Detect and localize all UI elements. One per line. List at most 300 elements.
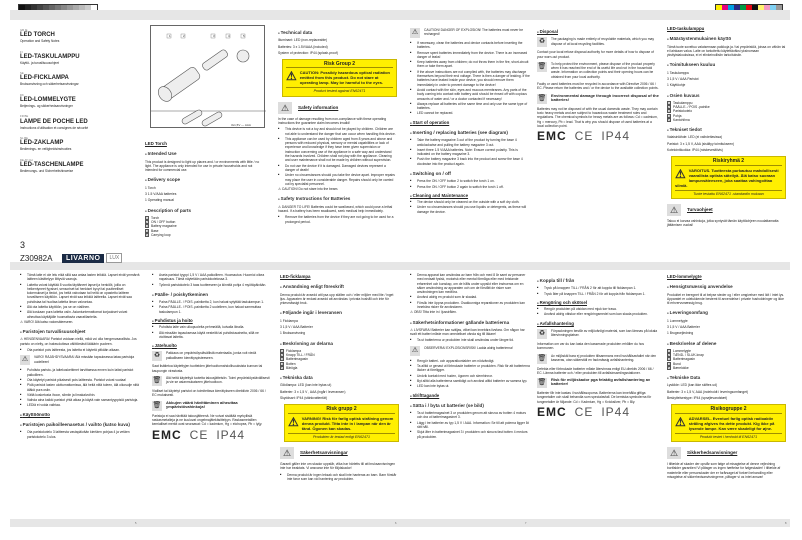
safety-heading bbox=[667, 447, 787, 459]
section-heading: ● Cleaning and Maintenance bbox=[410, 194, 530, 198]
bullet-item: ■ Byt alltid alla batterierna samtidigt och använd alltid batterier av samma typ. bbox=[410, 379, 530, 383]
page-number: 5 bbox=[135, 522, 137, 525]
page-marker: 3 bbox=[20, 240, 26, 250]
paragraph: 1 Lommelygte bbox=[667, 318, 688, 323]
bullet-item: ■ Paina PÄÄLLE- / POIS -painiketta 2 uudelleen, kun haluat sammuttaa taskulampun 1. bbox=[152, 305, 270, 314]
part-number: 4 bbox=[281, 362, 283, 366]
language-code: DE AT CH bbox=[20, 157, 33, 162]
risk-title: Risk Group 2 bbox=[286, 62, 393, 68]
section-page-title: LED Torch bbox=[145, 141, 167, 146]
risk-warning-text: ⚠ VAROITUS. Tuotteesta purkautuu mahdollisesti vaarallista optista säteilyä. Älä katso suoraan lampunsäteeseen, joka saattaa vahingoittaa silmiä. bbox=[675, 166, 782, 190]
paragraph: In the case of damage resulting from non-compliance with these operating instructions the guarantee claim becomes invalid! bbox=[278, 116, 387, 125]
bullet-item: ■ Press the ON / OFF button 2 to switch the torch 1 on. bbox=[410, 179, 530, 183]
section-page-title: LED-lommelygte bbox=[667, 274, 702, 279]
paragraph: Lyskilde: LED (kan ikke skiftes ud) bbox=[667, 383, 718, 388]
text-column-c-se1 bbox=[280, 273, 398, 482]
section-heading: ● Description of parts bbox=[145, 208, 265, 214]
paragraph: 1 Bruksanvisning bbox=[280, 331, 306, 336]
part-name: ON / OFF button bbox=[151, 220, 176, 225]
part-number: 5 bbox=[668, 118, 670, 122]
bullet-item: ■ Denna apparat kan användas av barn från och med 8 år samt av personer med nedsatt fysisk, motorisk eller mental förmåga eller med bristande erfarenhet och kunskap, om de hålls under uppsikt eller instrueras om en säker användning av apparaten och om de förstått de risker som användningen kan medföra. bbox=[410, 273, 530, 294]
part-number: 1 bbox=[668, 349, 670, 353]
paragraph: System of protection: IP44 (splash-proof) bbox=[278, 50, 338, 55]
text-column-c-se3 bbox=[537, 273, 659, 420]
part-name: Paristokotelo bbox=[673, 109, 693, 114]
figure-part-label: 2 bbox=[183, 34, 185, 38]
part-name: Taskulamppu bbox=[673, 100, 693, 105]
paragraph: ⚠ DANGER TO LIFE! Batteries could be swallowed, which could pose a lethal hazard. If a battery has been swallowed, seek medical help immediately. bbox=[278, 204, 393, 213]
product-title: LED TORCH bbox=[20, 32, 55, 39]
part-list-item bbox=[145, 233, 265, 237]
certification-marks bbox=[537, 129, 659, 144]
section-heading: ● Technical data bbox=[278, 30, 396, 36]
part-name: Batterimagasin bbox=[286, 357, 308, 362]
figure-part-label: 1 bbox=[169, 34, 171, 38]
section-heading: ● Avfallshantering bbox=[537, 322, 659, 326]
part-name: PÄÄLLE- / POIS -painike bbox=[673, 105, 710, 110]
part-number: 1 bbox=[668, 101, 670, 105]
section-heading: ● Rengöring och skötsel bbox=[537, 301, 659, 305]
section-heading: ● Leveringsomfang bbox=[667, 310, 787, 316]
ip44-mark: IP44 bbox=[216, 427, 246, 442]
paragraph: Skyddsart: IP44 (stänkvattentät) bbox=[280, 396, 327, 401]
ce-mark: CE bbox=[574, 129, 594, 144]
logo-wordmark: LIVARNO bbox=[62, 254, 104, 263]
paragraph: Illuminant: LED (non-replaceable) bbox=[278, 38, 328, 43]
livarno-lux-logo bbox=[62, 253, 122, 263]
section-heading: ● Inserting / replacing batteries (see diagram) bbox=[410, 130, 530, 136]
text-column-c-fi1 bbox=[667, 25, 787, 230]
language-code: NL BE bbox=[20, 135, 28, 140]
icon-note bbox=[537, 354, 659, 364]
part-name: Botten bbox=[286, 361, 296, 366]
risk-title: Risikogruppe 2 bbox=[675, 407, 782, 413]
risk-title: Risk grupp 2 bbox=[288, 407, 395, 413]
page-number: 7 bbox=[525, 522, 527, 525]
text-column-c-gb1 bbox=[145, 140, 265, 237]
bullet-item: ■ Laitetta voivat käyttää 8 vuotta täyttäneet lapset ja henkilöt, joilla on heikentyneet fyysiset, sensoriset tai henkiset kyvyt tai puutteelliset kokemukset ja tiedot, jos heitä valvotaan tai heitä on opastettu laitteen turvalliseen käyttöön. Lapset eivät saa leikkiä laitteella. Lapset eivät saa puhdistaa tai huoltaa laitetta ilman valvontaa. bbox=[20, 283, 140, 304]
bullet-item: ■ If necessary, clean the batteries and device contacts before inserting the batteries. bbox=[410, 41, 530, 50]
bullet-item: ■ Paina PÄÄLLE- / POIS -painiketta 2, kun haluat sytyttää taskulampun 1. bbox=[152, 300, 270, 304]
part-name: Carrying loop bbox=[151, 232, 171, 237]
figure-part-label: 5 bbox=[243, 34, 245, 38]
part-name: Bärögla bbox=[286, 365, 298, 370]
icon-note bbox=[152, 401, 270, 411]
paragraph: Takuu ei korvaa vahinkoja, jotka syntyvät tämän käyttöohjeen noudattamatta jättämisen vuoksi! bbox=[667, 218, 779, 228]
risk-warning-text: ⚠ VARNING! Risk för farlig optisk strålning genom denna produkt. Titta inte in i lampan när den är tänd. Ögonen kan skadas. bbox=[288, 414, 395, 433]
paragraph: Garanti gäller inte om skador uppstår, vilka har härletts till att bruksanvisningen inte har beaktats. Vi ansvarar inte för följdskador! bbox=[280, 461, 396, 471]
explosion-warning-icon: ⚠ bbox=[411, 346, 419, 354]
text-column-c-gb4 bbox=[537, 25, 659, 144]
section-heading: ● Sätta i / byta ut batterier (se bild) bbox=[410, 403, 530, 409]
risk-test-note: Produkten är testad enligt EN62471 bbox=[288, 433, 395, 439]
safety-heading-text: Safety information bbox=[298, 104, 339, 110]
bullet-item: ■ Vältä kosketusta ihoon, silmiin ja limakalvoihin. bbox=[20, 393, 140, 397]
section-heading: ● Safety Instructions for Batteries bbox=[278, 196, 396, 202]
explosion-warning-icon: ⚠ bbox=[411, 29, 419, 36]
paragraph: 3 1,5 V / AAA Batterier bbox=[667, 324, 700, 329]
bullet-item: ■ Push the battery magazine 3 back into the product and screw the base 4 clockwise into the product again. bbox=[410, 157, 530, 166]
part-number: 1 bbox=[146, 216, 148, 220]
paragraph: Vialliset tai käytetyt paristot on toimitettava kierrätykseen direktiivin 2006 / 66 / EC mukaisesti. bbox=[152, 389, 266, 398]
product-subtitle: Bruksanvisning och säkerhetsanvisningar bbox=[20, 82, 79, 87]
paragraph: Batterier får inte kastas i hushållssoporna. Batterierna kan innehålla giftiga tungmetaller och skall behandla som specialavfall. De kemiska symbolerna för tungmetaller är följande: Cd = Kadmium, Hg = Kvicksilver, Pb = Bly. bbox=[537, 391, 652, 404]
paragraph: Beskyttelsestype: IP44 (sprøjtevandstæt) bbox=[667, 396, 728, 401]
ce-mark: CE bbox=[189, 427, 209, 442]
warning-triangle-icon: ⚠ bbox=[667, 447, 681, 459]
risk-group-label bbox=[284, 404, 399, 442]
section-page-title: LED-taskulamppu bbox=[667, 26, 705, 31]
figure-part-label: 4 bbox=[228, 34, 230, 38]
section-heading: ● Idrifttagande bbox=[410, 394, 530, 398]
part-number: 5 bbox=[281, 366, 283, 370]
part-number: 3 bbox=[281, 358, 283, 362]
emc-mark: EMC bbox=[537, 129, 567, 144]
section-heading: ● Delivery scope bbox=[145, 177, 265, 183]
section-heading: ● Beskrivning av delarna bbox=[280, 341, 398, 347]
icon-note-text: Pakkaus on ympäristöystävällistä materiaalia, jonka voit viedä paikalliseen kierrätyspisteeseen. bbox=[166, 351, 257, 360]
part-number: 2 bbox=[668, 106, 670, 110]
bullet-item: ■ Insert three 1.5 V/AAA batteries. Note: Ensure correct polarity. This is indicated on the battery magazine 3. bbox=[410, 148, 530, 157]
bullet-item: ■ Använd aldrig en produkt som är skadad. bbox=[410, 295, 530, 299]
part-name: Ficklampa bbox=[286, 348, 302, 353]
safety-heading-text: Säkerhetsanvisningar bbox=[300, 449, 348, 455]
icon-note bbox=[537, 94, 659, 104]
section-heading: ● Tekniset tiedot bbox=[667, 127, 787, 133]
safety-heading bbox=[667, 204, 787, 216]
icon-note bbox=[410, 346, 530, 356]
emc-mark: EMC bbox=[537, 405, 567, 420]
language-code: GB IE bbox=[20, 28, 28, 32]
paragraph: 1 Operating manual bbox=[145, 198, 174, 203]
paragraph: Contact your local refuse disposal authority for more details of how to dispose of your worn-out product. bbox=[537, 50, 654, 59]
bullet-item: ■ Ta ut batterierna ur produkten inte skall användas under längre tid. bbox=[410, 338, 530, 342]
icon-note bbox=[537, 378, 659, 388]
icon-note-text: OBSERVERA! EXPLOSIONSRISK! Ladda aldrig batterierna! bbox=[424, 345, 513, 350]
part-name: Bund bbox=[673, 361, 681, 366]
section-heading: ● Puhdistus ja hoito bbox=[152, 319, 270, 323]
bullet-item: ■ Lägg i tre batterier av typ 1,5 V / AAA. Information: Se till att polerna ligger åt rätt håll. bbox=[410, 421, 530, 430]
section-page-title: LED-ficklampa bbox=[280, 274, 311, 279]
risk-warning-text: ⚠ CAUTION: Possibly hazardous optical radiation emitted from this product. Do not stare at operating lamp. May be harmful to the eyes. bbox=[286, 68, 393, 87]
section-heading: ● Toimitukseen kuuluu bbox=[667, 62, 787, 68]
section-heading: ● Paristojen turvallisuusohjeet bbox=[20, 329, 140, 335]
figure-part-label: 3 bbox=[213, 34, 215, 38]
icon-note bbox=[537, 37, 659, 47]
risk-warning-text: ⚠ ADVARSEL. Eventuel farlig optisk radioaktiv stråling afgives fra dette produkt. Kig ikke på lysende lampe. Kan være skadeligt for øjne. bbox=[675, 414, 782, 433]
cover-title-list bbox=[20, 22, 140, 173]
part-name: Knapp TILL / FRÅN bbox=[286, 353, 315, 358]
part-number: 2 bbox=[668, 354, 670, 358]
section-heading: ● Intended Use bbox=[145, 151, 265, 157]
product-subtitle: Bedienungs- und Sicherheitshinweise bbox=[20, 168, 74, 173]
section-heading: ● Switching on / off bbox=[410, 171, 530, 177]
bullet-item: ■ This appliance can be used by children aged from 8 years and above and persons with reduced physical, sensory or mental capabilities or lack of experience and knowledge if they have been given supervision or instruction concerning use of the appliance in a safe way and understand the hazards involved. Children shall not play with the appliance. Cleaning and user maintenance shall not be made by children without supervision. bbox=[278, 137, 396, 163]
product-title: LED-TASKULAMPPU bbox=[20, 53, 80, 60]
icon-note-text: The packaging is made entirely of recyclable materials, which you may dispose of at local recycling facilities. bbox=[551, 37, 654, 46]
part-list-item bbox=[667, 366, 787, 370]
bullet-item: ■ Keep batteries away from children; do not throw them in the fire, short-circuit them or take them apart. bbox=[410, 60, 530, 69]
icon-note bbox=[152, 376, 270, 386]
language-code: FI bbox=[20, 49, 23, 54]
bullet-item: ■ Aseta paristot tyyppi 1,5 V / AAA paikoilleen. Huomautus: Huomioi oikea napaisuus. Tämä näytetään paristokotelossa 3. bbox=[152, 273, 270, 282]
section-heading: ● Tekniske Data bbox=[667, 375, 787, 381]
text-column-c-gb3 bbox=[410, 25, 530, 215]
logo-suffix: LUX bbox=[106, 253, 122, 263]
paragraph: 3 1,5 V / AAA Paristot bbox=[667, 76, 699, 81]
part-number: 5 bbox=[668, 366, 670, 370]
recycling-icon: ♻ bbox=[538, 38, 546, 46]
section-heading: ● Följande ingår i leveransen bbox=[280, 310, 398, 316]
part-number: 3 bbox=[668, 358, 670, 362]
icon-note bbox=[20, 355, 140, 365]
product-subtitle: Bedienings- en veiligheidsinstructies bbox=[20, 147, 72, 152]
bullet-item: ■ LED cannot be replaced. bbox=[410, 111, 530, 115]
bullet-item: ■ Ota käytetyt paristot pikaisesti pois laitteesta. Paristot voivat vuotaa! bbox=[20, 378, 140, 382]
emc-mark: EMC bbox=[152, 427, 182, 442]
section-heading: ● Start of operation bbox=[410, 121, 530, 125]
paragraph: This product is designed to light up places and / or environments with little / no light. The appliance is only intended for use in private households and not intended for commercial use. bbox=[145, 159, 260, 173]
section-heading: ● Käyttöönotto bbox=[20, 413, 140, 417]
section-heading: ● Disposal bbox=[537, 30, 659, 34]
icon-note-text: To help protect the environment, please dispose of the product properly when it has reached the end of its useful life and not in the household waste. Information on collection points and their opening hours can be obtained from your local authority. bbox=[551, 61, 655, 79]
bullet-item: ■ The device should only be cleaned on the outside with a soft dry cloth. bbox=[410, 200, 530, 204]
icon-note bbox=[152, 351, 270, 361]
bullet-item: ■ Tryck åter på knappen TILL / FRÅN 2 för att koppla från ficklampan 1. bbox=[537, 292, 659, 296]
bullet-item: ■ Tämä laite ei ole lelu eikä sillä saa antaa lasten leikkiä. Lapset eivät ymmärrä laitteen käsittelyyn liittyviä vaaroja. bbox=[20, 273, 140, 282]
bullet-item: ■ Do not use the device if it is damaged. Damaged devices represent a danger of death! bbox=[278, 164, 396, 173]
bullet-item: ■ Remove spent batteries immediately from the device. There is an increased danger of leaks! bbox=[410, 51, 530, 60]
section-heading: ● Tekniska data bbox=[280, 375, 398, 381]
ip44-mark: IP44 bbox=[601, 405, 631, 420]
paragraph: Kotelointiluokka: IP44 (roiskevesitiivis) bbox=[667, 148, 723, 153]
explosion-warning-icon: ⚠ bbox=[21, 356, 29, 364]
paragraph: 1 Torch bbox=[145, 185, 156, 190]
page-number: 8 bbox=[785, 522, 787, 525]
language-code: FR BE bbox=[20, 114, 29, 119]
bullet-item: ■ Älä koskaan pura laitetta osiin. Asiantuntemattomat korjaukset voivat aiheuttaa käyttäjälle huomattavia vaaratilanteita. bbox=[20, 310, 140, 319]
crossed-bin-icon: 🗑 bbox=[537, 62, 547, 70]
part-number: 3 bbox=[146, 225, 148, 229]
page-number: 6 bbox=[395, 522, 397, 525]
icon-note bbox=[410, 28, 530, 38]
paragraph: Denna produkt är avsedd att lysa upp ställen och / eller miljöer med lite / inget ljus. Apparaten är endast avsedd att användas i privata hushåll och inte för yrkesmässigt bruk. bbox=[280, 292, 394, 306]
icon-note-text: Älä heitä käytettyä tuotetta talousjätteisiin. Toimi ympäristöystävällisesti ja vie se asianmukaiseen jätehuoltoon. bbox=[166, 376, 270, 385]
part-number: 4 bbox=[146, 229, 148, 233]
section-heading: ● Osien kuvaus bbox=[667, 93, 787, 99]
certification-marks bbox=[152, 427, 270, 442]
paragraph: 1 Käyttöohje bbox=[667, 83, 686, 88]
icon-note-text: CAUTION! DANGER OF EXPLOSION! The batteries must never be recharged! bbox=[424, 28, 524, 37]
bullet-item: ■ LEDiä ei voida vaihtaa. bbox=[20, 403, 140, 407]
ce-mark: CE bbox=[574, 405, 594, 420]
product-title: LED-ZAKLAMP bbox=[20, 140, 64, 147]
part-number: 5 bbox=[146, 233, 148, 237]
bullet-item: ■ Under no circumstances should you take the device apart. Improper repairs may place the user in considerable danger. Repairs should only be carried out by specialist personnel. bbox=[278, 173, 396, 186]
paragraph: ⚠ OBS! Titta inte in i ljusstrålen. bbox=[410, 310, 457, 315]
paragraph: Glödlampa: LED (kan inte bytas ut) bbox=[280, 383, 332, 388]
part-number: 2 bbox=[281, 354, 283, 358]
icon-note-text: Risk för miljöskador pga felaktig avfallshantering av batterier! bbox=[551, 377, 651, 387]
warning-triangle-icon: ⚠ bbox=[667, 204, 681, 216]
part-list-item bbox=[667, 118, 787, 122]
ip44-mark: IP44 bbox=[601, 129, 631, 144]
part-list-item bbox=[280, 366, 398, 370]
part-number: 4 bbox=[668, 114, 670, 118]
spread-divider-bar bbox=[10, 262, 790, 270]
bullet-item: ■ Ota paristokotelo 3 laitteesta vastapäivään kiertäen pohjaa 4 ja vetäen paristokotelo 3 ulos. bbox=[20, 430, 140, 439]
bullet-item: ■ Ta alltid ur genast ut förbrukade batterier ur produkten. Risk för att batterierna läcker ut föreligger. bbox=[410, 364, 530, 373]
risk-title: Riskiryhmä 2 bbox=[675, 159, 782, 165]
risk-test-note: Produkt testet i henhold til EN62471 bbox=[675, 433, 782, 439]
bullet-item: ■ Puhdista paristo- ja laitekoskettimet tarvittaessa ennen kuin laitat paristot paikoilleen. bbox=[20, 368, 140, 377]
figure-caption: 3x1,5V — AAA bbox=[231, 123, 251, 127]
bullet-item: ■ Puhdista laite vain ulkopuolelta pehmeällä, kuivalla liinalla. bbox=[152, 325, 270, 329]
paragraph: Paristoja ei saa hävittää talousjätteenä. Ne voivat sisältää myrkyllisiä raskasmetalleja ja ne kuuluvat ongelmajätekäsittelyyn. Raskasmetallien kemialliset merkit ovat seuraavat: Cd = kadmium, Hg = elohopea, Pb = lyijy. bbox=[152, 413, 263, 427]
text-column-c-dk1 bbox=[667, 273, 787, 481]
paragraph: ⚠ VARO! Älä katso valonsäteeseen. bbox=[20, 319, 74, 324]
risk-group-label bbox=[671, 404, 786, 442]
section-heading: ● Användning enligt föreskrift bbox=[280, 284, 398, 290]
recycling-icon: ♻ bbox=[538, 330, 546, 337]
crossed-bin-icon: 🗑 bbox=[537, 379, 547, 387]
product-subtitle: Käyttö- ja turvallisuusohjeet bbox=[20, 60, 59, 65]
paragraph: Produktet er beregnet til at belyse steder og / eller omgivelser med lidt / intet lys. Apparatet er udelukkende bestemt til anvendelse i private husholdninger og ikke til erhvervsmæssig brug. bbox=[667, 292, 785, 306]
bullet-item: ■ Undvik kontakt med huden, ögonen och slemhinnor. bbox=[410, 374, 530, 378]
section-heading: ● Paristojen paikoilleenasetus / vaihto (katso kuva) bbox=[20, 422, 140, 428]
bullet-item: ■ Avoid contact with the skin, eyes and mucous membranes. Any parts of the body coming into contact with battery acid should be rinsed off with copious amounts of water and / or a doctor contacted if necessary! bbox=[410, 88, 530, 101]
product-title: LED-LOMMELYGTE bbox=[20, 97, 76, 104]
product-title: LED-TASCHENLAMPE bbox=[20, 161, 84, 168]
certification-marks bbox=[537, 405, 659, 420]
section-heading: ● Määräystenmukainen käyttö bbox=[667, 36, 787, 42]
paragraph: I tilfælde af skader der opstår som følge af misagtelse af denne vejledning bortfalder garantien! Vi påtager os ingen hæftelse for følgeskader! I tilfælde af materielle eller personskader der er forårsaget af forkert behandling eller misagtelse af sikkerhedsanvisningerne, påtager vi os intet ansvar! bbox=[667, 461, 781, 479]
bullet-item: ■ Under no circumstances should you use liquids or detergents, as these will damage the device. bbox=[410, 205, 530, 214]
section-heading: ● Säkerhetsinformationer gällande batterierna bbox=[410, 320, 530, 326]
bullet-item: ■ Take the battery magazine 3 out of the product by turning the base 4 anticlockwise and pulling the battery magazine 3 out. bbox=[410, 138, 530, 147]
bullet-item: ■ Tryck på knappen TILL / FRÅN 2 för att koppla till ficklampan 1. bbox=[537, 286, 659, 290]
torch-exploded-drawing bbox=[151, 26, 266, 129]
header-bar bbox=[10, 10, 790, 20]
crossed-bin-icon: 🗑 bbox=[537, 354, 547, 362]
icon-note-text: Akkujen väärä hävittäminen aiheuttaa ympäristövahinkoja! bbox=[166, 399, 238, 409]
crossed-bin-icon: 🗑 bbox=[152, 377, 162, 385]
crossed-bin-icon: 🗑 bbox=[537, 94, 547, 102]
part-name: Base bbox=[151, 228, 159, 233]
paragraph: Saat lisätietoa käytettyjen tuotteiden jätehuoltomahdollisuuksista kunnan tai kaupungin virastosta. bbox=[152, 364, 263, 373]
crossed-bin-icon: 🗑 bbox=[152, 401, 162, 409]
part-name: Torch bbox=[151, 215, 160, 220]
part-name: Kantohihna bbox=[673, 117, 690, 122]
paragraph: Tämä tuote soveltuu valaisemaan paikkoja ja / tai ympäristöä, joissa on vähän tai ei lainkaan valoa. Laite on tarkoitettu käytettäväksi yksinomaan yksityistalouksissa, ei ei elinkeinollisiin tarkoituksiin. bbox=[667, 44, 786, 58]
product-title: LED-FICKLAMPA bbox=[20, 75, 69, 82]
product-subtitle: Betjenings- og sikkerhedsanvisninger bbox=[20, 104, 73, 109]
bullet-item: ■ Försök inte öppna produkten. Osakkunniga reparationer av produkten kan innebära risker för användaren. bbox=[410, 301, 530, 310]
paragraph: 1 Ficklampa bbox=[280, 318, 298, 323]
bullet-item: ■ Älä ota laitetta käyttöön, jos se on viallinen. bbox=[20, 305, 140, 309]
product-illustration bbox=[150, 25, 265, 128]
paragraph: 1 Brugsvejledning bbox=[667, 331, 694, 336]
part-number: 2 bbox=[146, 221, 148, 225]
product-title: LAMPE DE POCHE LED bbox=[20, 118, 88, 125]
paragraph: Batteries: 3 x 1.5V/AAA (included) bbox=[278, 44, 328, 49]
paragraph: ⚠ HENGENVAARA! Paristot voidaan niellä, mikä voi olla hengenvaarallista. Jos paristo on nielty, on hakeuduttava välittömästi lääkärin puoleen. bbox=[20, 337, 137, 346]
text-column-c-gb2 bbox=[278, 25, 396, 225]
part-number: 3 bbox=[668, 110, 670, 114]
bullet-item: ■ Rengör batteri- och apparatkontakter om nödvändigt. bbox=[410, 359, 530, 363]
paragraph: 1 Taskulamppu bbox=[667, 70, 690, 75]
risk-group-label bbox=[671, 156, 786, 199]
text-column-c-se2 bbox=[410, 273, 530, 440]
footer-bar bbox=[10, 519, 790, 527]
risk-test-note: Product tested against EN62471 bbox=[286, 87, 393, 93]
model-code: Z30982A bbox=[20, 254, 53, 263]
part-number: 1 bbox=[281, 349, 283, 353]
safety-heading bbox=[278, 102, 396, 114]
text-column-c-fi2 bbox=[20, 273, 140, 440]
product-subtitle: Operation and Safety Notes bbox=[20, 39, 60, 44]
section-heading: ● Päälle- / poiskytkeminen bbox=[152, 292, 270, 298]
bullet-item: ■ Skjut åter in batterimagasinet 3 i produkten och skruva fast botten 4 medurs på produkten. bbox=[410, 430, 530, 439]
warning-triangle-icon: ⚠ bbox=[278, 102, 292, 114]
icon-note-text: Av miljöskäl bara ej produkten tillsammans med hushållsavfallet när den kasseras, utan säkerställ en fackmässig avfallshantering. bbox=[551, 353, 657, 362]
paragraph: ⚠ CAUTION! Do not stare into the beam. bbox=[278, 187, 339, 192]
paragraph: 3 1,5 V / AAA Batterier bbox=[280, 324, 313, 329]
risk-test-note: Tuote testattu EN62471 -standardin mukaan bbox=[675, 190, 782, 196]
language-code: SE bbox=[20, 71, 24, 76]
paragraph: ⚠ LIVSFARA! Batterier kan sväljas, vilket kan innebära livsfara. Om någon har svalt ett batteri måste man omedelbart vända sig till läkare! bbox=[410, 327, 525, 337]
part-name: Bærelokke bbox=[673, 365, 689, 370]
icon-note-text: Förpackningen består av miljövänligt material, som kan lämnas på lokala återvinningsplatser. bbox=[551, 329, 658, 338]
safety-heading-text: Sikkerhedsanvisninger bbox=[687, 449, 738, 455]
paragraph: Paristot: 3 x 1,5 V, AAA (sisältyy toimitukseen) bbox=[667, 141, 735, 146]
safety-heading-text: Turvaohjeet bbox=[687, 206, 713, 212]
bullet-item: ■ Vaihda aina kaikki paristot yhtä aikaa ja käytä vain samantyyppisiä paristoja. bbox=[20, 398, 140, 402]
bullet-item: ■ If the above instructions are not complied with, the batteries may discharge themselves beyond their end voltage. There is then a danger of leaking. If the batteries have leaked inside your device, you should remove them immediately in order to prevent damage to the device! bbox=[410, 70, 530, 87]
bullet-item: ■ This device is not a toy and should not be played by children. Children are not able to understand the danger that can occur when handling this device. bbox=[278, 127, 396, 136]
part-name: TÆND- / SLUK-knap bbox=[673, 353, 704, 358]
paragraph: Batterier: 3 x 1,5 V , AAA (ingår i leveransen) bbox=[280, 389, 346, 394]
text-column-c-fi3 bbox=[152, 273, 270, 442]
paragraph: Faulty or used batteries must be recycled in accordance with Directive 2006 / 66 / EC. Please return the batteries and / or the device to the available collection points. bbox=[537, 82, 659, 91]
paragraph: Batterier: 3 x 1,5 V, AAA (indeholdt i leveringsomfanget) bbox=[667, 389, 749, 394]
section-heading: ● Koppla till / från bbox=[537, 278, 659, 284]
icon-note bbox=[537, 62, 659, 79]
part-name: Lommelygte bbox=[673, 348, 691, 353]
part-name: Pohja bbox=[673, 113, 682, 118]
bullet-item: ■ Ota paristot pois laitteesta, jos laitetta ei käytetä pitkään aikaan. bbox=[20, 348, 140, 352]
bullet-item: ■ Använd aldrig vätskor eller rengöringsmedel som kan skada produkten. bbox=[537, 312, 659, 316]
bullet-item: ■ LED kan inte bytas ut. bbox=[410, 384, 530, 388]
paragraph: Defekta eller förbrukade batterier måste återvinnas enligt EU-direktiv 2006 / 66 / EC. Lämna batterier och / eller produkten till avfallsinsamlingsstationer. bbox=[537, 366, 654, 375]
bullet-item: ■ Työnnä paristokotelo 3 taas tuotteeseen ja kiinnitä pohja 4 myötäpäivään. bbox=[152, 283, 270, 287]
language-code: DK bbox=[20, 92, 24, 97]
part-name: Batterimagasin bbox=[673, 357, 695, 362]
part-number: 4 bbox=[668, 362, 670, 366]
bullet-item: ■ Pidä paristot lasten ulottumattomissa, älä heitä niitä tuleen, älä oikosulje niitä äläkä pura osiin. bbox=[20, 383, 140, 392]
bullet-item: ■ Press the ON / OFF button 2 again to switch the torch 1 off. bbox=[410, 185, 530, 189]
bullet-item: ■ Remove the batteries from the device if they are not going to be used for a prolonged period. bbox=[278, 215, 396, 224]
paragraph: Information om var du kan lasta den kasserade produkten erhåller du hos kommunen. bbox=[537, 342, 645, 351]
bullet-item: ■ Älä missään tapauksessa käytä nesteitä tai puhdistusaineita, sillä ne vioittavat laitetta. bbox=[152, 331, 270, 340]
paragraph: Batteries may not be disposed of with the usual domestic waste. They may contain toxic heavy metals and are subject to hazardous waste treatment rules and regulations. The chemical symbols for heavy metals are as follows: Cd = cadmium, Hg = mercury, Pb = lead. That is why you should dispose of used batteries at a local collection point. bbox=[537, 106, 658, 128]
bullet-item: ■ Denna produkt är ingen leksak och skall inte hanteras av barn. Barn förstår inte faror som kan vid hantering av produkten. bbox=[280, 473, 398, 482]
icon-note-text: Environmental damage through incorrect disposal of the batteries! bbox=[551, 92, 659, 102]
bullet-item: ■ Always replace all batteries at the same time and only use the same type of batteries. bbox=[410, 102, 530, 111]
section-heading: ● Jätehuolto bbox=[152, 344, 270, 348]
bullet-item: ■ Rengör produkten på utsidan med mjuk torr trasa. bbox=[537, 307, 659, 311]
icon-note-text: VARO! RÄJÄHDYSVAARA! Älä missään tapauksessa lataa paristoja uudelleen! bbox=[34, 355, 135, 364]
